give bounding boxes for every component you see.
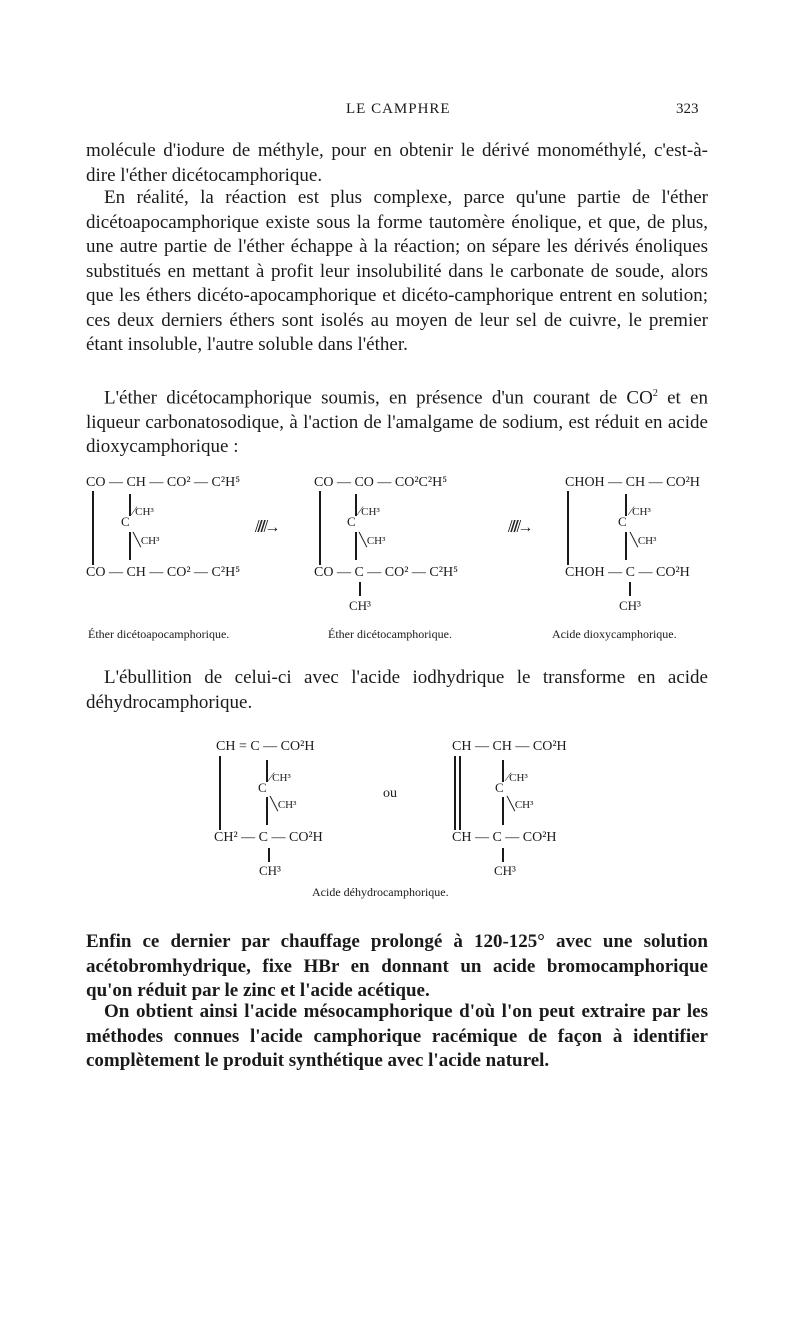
formula-2-top: CO — CO — CO²C²H⁵ [314,475,448,490]
methyl-bond [268,848,270,862]
methyl-label-down: ╲CH³ [133,532,160,547]
paragraph-2-text: En réalité, la réaction est plus complexe, parce qu'une partie de l'éther dicétoapocamphorique existe sous la forme tautomère énolique, et que, de plus, une autre partie de l'éther échappe à la réaction; on sépare les dérivés énoliques substitués en mettant à profit leur insolubilité dans le carbonate de soude, alors que les éthers dicéto-apocamphorique et dicéto-camphorique entrent en solution; ces deux derniers éthers sont isolés au moyen de leur sel de cuivre, le premier étant insoluble, l'autre soluble dans l'éther. [86,187,708,355]
bond-line [266,760,268,782]
methyl-label-down: ╲CH³ [507,796,534,811]
bond-line [266,797,268,825]
formula-a-bottom: CH² — C — CO²H [214,830,323,845]
formula-3-bottom: CHOH — C — CO²H [565,565,690,580]
bond-line [502,760,504,782]
caption-1: Éther dicétoapocamphorique. [88,627,230,641]
formula-b-bottom: CH — C — CO²H [452,830,557,845]
methyl-2: CH³ [349,598,371,613]
formula-3-top: CHOH — CH — CO²H [565,475,700,490]
carbon-label: C [121,514,130,529]
methyl-a: CH³ [259,863,281,878]
reaction-arrow-1: ⫽⫽⫽→ [255,519,277,536]
bond-line [625,532,627,560]
ring-bond-a [219,756,221,830]
reaction-arrow-2: ⫽⫽⫽→ [508,519,530,536]
methyl-label-down: ╲CH³ [630,532,657,547]
running-title: LE CAMPHRE [346,101,451,117]
ring-double-bond-b [459,756,461,830]
or-label: ou [383,786,397,801]
ring-bond-3 [567,491,569,565]
paragraph-2 [86,186,708,358]
methyl-bond [359,582,361,596]
paragraph-4: L'ébullition de celui-ci avec l'acide iodhydrique le transforme en acide déhydrocamphorique. [86,667,708,713]
methyl-label-down: ╲CH³ [359,532,386,547]
methyl-bond [502,848,504,862]
formula-a-top: CH = C — CO²H [216,739,315,754]
bond-line [129,494,131,516]
carbon-label: C [347,514,356,529]
methyl-3: CH³ [619,598,641,613]
bond-line [625,494,627,516]
methyl-label-down: ╲CH³ [270,796,297,811]
methyl-b: CH³ [494,863,516,878]
page-number: 323 [676,101,699,117]
methyl-label-up: ⁄CH³ [630,503,651,518]
page-header [0,101,800,125]
methyl-label-up: ⁄CH³ [359,503,380,518]
formula-2-bottom: CO — C — CO² — C²H⁵ [314,565,458,580]
methyl-label-up: ⁄CH³ [133,503,154,518]
ring-bond-2 [319,491,321,565]
methyl-label-up: ⁄CH³ [507,769,528,784]
ring-bond-1 [92,491,94,565]
paragraph-6: On obtient ainsi l'acide mésocamphorique d'où l'on peut extraire par les méthodes connues l'acide camphorique racémique de façon à identifier complètement le produit synthétique avec l'acide naturel. [86,1001,708,1071]
methyl-label-up: ⁄CH³ [270,769,291,784]
bond-line [502,797,504,825]
caption-scheme-2: Acide déhydrocamphorique. [312,885,449,899]
carbon-label: C [495,780,504,795]
formula-b-top: CH — CH — CO²H [452,739,567,754]
formula-1-top: CO — CH — CO² — C²H⁵ [86,475,241,490]
bond-line [355,494,357,516]
methyl-bond [629,582,631,596]
paragraph-5: Enfin ce dernier par chauffage prolongé à 120-125° avec une solution acétobromhydrique, fixe HBr en donnant un acide bromocamphorique qu'on réduit par le zinc et l'acide acétique. [86,931,708,1001]
bond-line [355,532,357,560]
caption-3: Acide dioxycamphorique. [552,627,677,641]
paragraph-1: molécule d'iodure de méthyle, pour en obtenir le dérivé monométhylé, c'est-à-dire l'éther dicétocamphorique. [86,140,708,186]
carbon-label: C [258,780,267,795]
formula-1-bottom: CO — CH — CO² — C²H⁵ [86,565,241,580]
caption-2: Éther dicétocamphorique. [328,627,452,641]
paragraph-3: L'éther dicétocamphorique soumis, en présence d'un courant de $CO^2$ et en liqueur carbonatosodique, à l'action de l'amalgame de sodium, est réduit en acide dioxycamphorique : [86,387,708,458]
bond-line [129,532,131,560]
ring-bond-b [454,756,456,830]
carbon-label: C [618,514,627,529]
